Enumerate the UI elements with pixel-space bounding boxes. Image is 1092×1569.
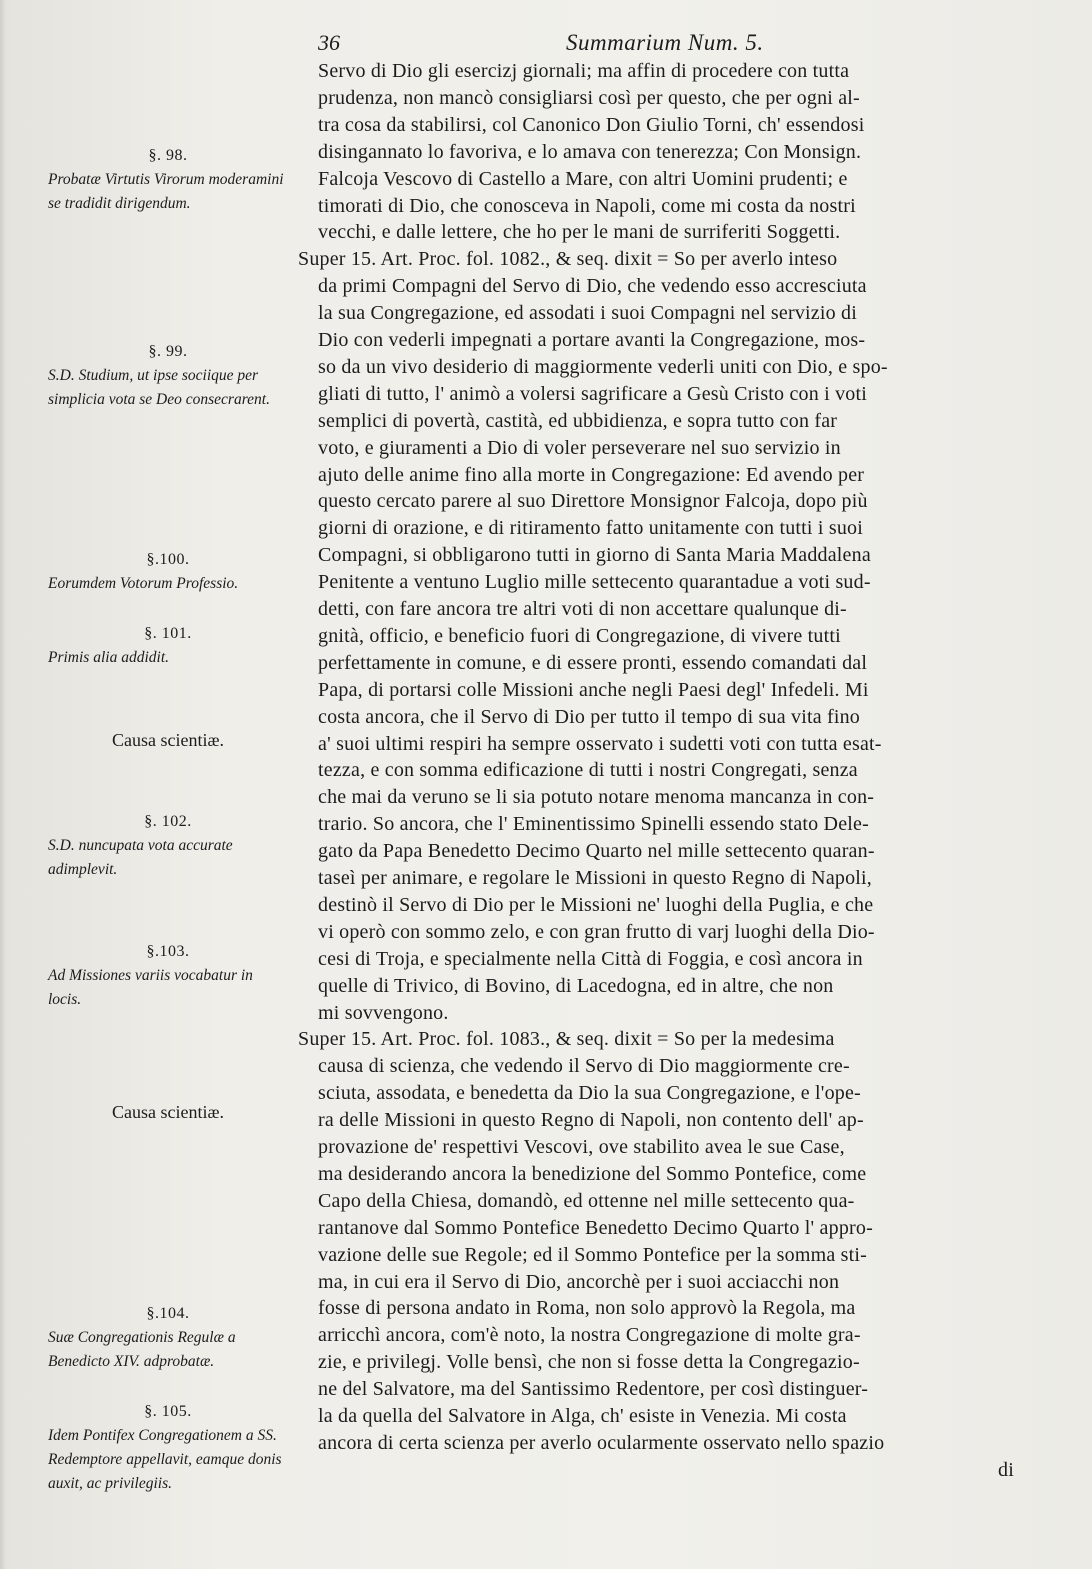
body-text-line: Dio con vederli impegnati a portare avanti la Congregazione, mos- bbox=[318, 329, 866, 351]
margin-note-text: Suæ Congregationis Regulæ a Benedicto XIV. adprobatæ. bbox=[48, 1329, 236, 1370]
body-text-line: rantanove dal Sommo Pontefice Benedetto Decimo Quarto l' appro- bbox=[318, 1217, 873, 1239]
margin-note-text: S.D. nuncupata vota accurate adimplevit. bbox=[48, 837, 233, 878]
body-text-line: ma, in cui era il Servo di Dio, ancorchè per i suoi acciacchi non bbox=[318, 1271, 840, 1293]
body-text-line: Super 15. Art. Proc. fol. 1082., & seq. dixit = So per averlo inteso bbox=[298, 248, 838, 270]
margin-section-number: §.100. bbox=[146, 551, 190, 568]
margin-note-causa-scientiae bbox=[48, 1100, 288, 1124]
margin-note-102 bbox=[48, 810, 288, 882]
body-text-line: vazione delle sue Regole; ed il Sommo Pontefice per la somma sti- bbox=[318, 1244, 867, 1266]
body-text-line: causa di scienza, che vedendo il Servo di Dio maggiormente cre- bbox=[318, 1055, 850, 1077]
body-text-line: ancora di certa scienza per averlo ocularmente osservato nello spazio bbox=[318, 1432, 885, 1454]
margin-note-99 bbox=[48, 340, 288, 412]
body-text-line: Penitente a ventuno Luglio mille settecento quarantadue a voti sud- bbox=[318, 571, 871, 593]
margin-note-text: Causa scientiæ. bbox=[112, 1102, 224, 1122]
body-text-line: provazione de' respettivi Vescovi, ove stabilito avea le sue Case, bbox=[318, 1136, 845, 1158]
margin-note-causa-scientiae bbox=[48, 728, 288, 752]
margin-note-101 bbox=[48, 622, 288, 670]
body-text-line: disingannato lo favoriva, e lo amava con tenerezza; Con Monsign. bbox=[318, 141, 862, 163]
body-text-line: giorni di orazione, e di ritiramento fatto unitamente con tutti i suoi bbox=[318, 517, 863, 539]
body-text-line: gnità, officio, e beneficio fuori di Congregazione, di vivere tutti bbox=[318, 625, 841, 647]
body-text-line: Super 15. Art. Proc. fol. 1083., & seq. dixit = So per la medesima bbox=[298, 1028, 835, 1050]
running-head: Summarium Num. 5. bbox=[566, 30, 764, 55]
body-text-line: tra cosa da stabilirsi, col Canonico Don Giulio Torni, ch' essendosi bbox=[318, 114, 865, 136]
body-text-line: Falcoja Vescovo di Castello a Mare, con altri Uomini prudenti; e bbox=[318, 168, 848, 190]
body-text-line: Papa, di portarsi colle Missioni anche negli Paesi degl' Infedeli. Mi bbox=[318, 679, 869, 701]
body-text-line: da primi Compagni del Servo di Dio, che vedendo esso accresciuta bbox=[318, 275, 867, 297]
body-text-line: fosse di persona andato in Roma, non solo approvò la Regola, ma bbox=[318, 1297, 856, 1319]
body-text-line: timorati di Dio, che conosceva in Napoli, come mi costa da nostri bbox=[318, 195, 856, 217]
margin-note-text: Ad Missiones variis vocabatur in locis. bbox=[48, 967, 253, 1008]
body-text-line: arricchì ancora, com'è noto, la nostra Congregazione di molte gra- bbox=[318, 1324, 861, 1346]
page-spine-shadow bbox=[0, 0, 6, 1569]
margin-note-103 bbox=[48, 940, 288, 1012]
body-text-line: tezza, e con somma edificazione di tutti i nostri Congregati, senza bbox=[318, 759, 858, 781]
body-text-line: voto, e giuramenti a Dio di voler perseverare nel suo servizio in bbox=[318, 437, 841, 459]
body-text-line: cesi di Troja, e specialmente nella Città di Foggia, e così ancora in bbox=[318, 948, 863, 970]
page-header bbox=[318, 30, 1058, 60]
margin-note-text: Idem Pontifex Congregationem a SS. Redemptore appellavit, eamque donis auxit, ac privilegiis. bbox=[48, 1427, 282, 1492]
margin-section-number: §.103. bbox=[146, 943, 190, 960]
body-text-line: taseì per animare, e regolare le Missioni in questo Regno di Napoli, bbox=[318, 867, 873, 889]
body-text-line: ne del Salvatore, ma del Santissimo Redentore, per così distinguer- bbox=[318, 1378, 869, 1400]
body-text-line: zie, e privilegj. Volle bensì, che non si fosse detta la Congregazio- bbox=[318, 1351, 860, 1373]
margin-note-98 bbox=[48, 144, 288, 216]
body-text-line: ra delle Missioni in questo Regno di Napoli, non contento dell' ap- bbox=[318, 1109, 864, 1131]
body-text-line: a' suoi ultimi respiri ha sempre osservato i sudetti voti con tutta esat- bbox=[318, 733, 882, 755]
margin-section-number: §.104. bbox=[146, 1305, 190, 1322]
body-text-line: vecchi, e dalle lettere, che ho per le mani de surriferiti Soggetti. bbox=[318, 221, 841, 243]
body-text-line: Capo della Chiesa, domandò, ed ottenne nel mille settecento qua- bbox=[318, 1190, 855, 1212]
body-text-line: la sua Congregazione, ed assodati i suoi Compagni nel servizio di bbox=[318, 302, 857, 324]
body-text-line: sciuta, assodata, e benedetta da Dio la sua Congregazione, e l'ope- bbox=[318, 1082, 861, 1104]
margin-section-number: §. 105. bbox=[144, 1403, 192, 1420]
body-text-line: perfettamente in comune, e di essere pronti, essendo comandati dal bbox=[318, 652, 868, 674]
body-text-line: semplici di povertà, castità, ed ubbidienza, e sopra tutto con far bbox=[318, 410, 838, 432]
margin-note-text: Primis alia addidit. bbox=[48, 649, 169, 666]
body-text-line: gato da Papa Benedetto Decimo Quarto nel mille settecento quaran- bbox=[318, 840, 875, 862]
body-text-line: Servo di Dio gli esercizj giornali; ma affin di procedere con tutta bbox=[318, 60, 850, 82]
body-text-line: vi operò con sommo zelo, e con gran frutto di varj luoghi della Dio- bbox=[318, 921, 875, 943]
body-text-line: prudenza, non mancò consigliarsi così per questo, che per ogni al- bbox=[318, 87, 860, 109]
margin-section-number: §. 101. bbox=[144, 625, 192, 642]
body-text-line: so da un vivo desiderio di maggiormente vederli uniti con Dio, e spo- bbox=[318, 356, 888, 378]
body-text-line: che mai da veruno se li sia potuto notare menoma mancanza in con- bbox=[318, 786, 875, 808]
margin-note-100 bbox=[48, 548, 288, 596]
margin-note-text: Probatæ Virtutis Virorum moderamini se tradidit dirigendum. bbox=[48, 171, 284, 212]
body-text-line: Compagni, si obbligarono tutti in giorno di Santa Maria Maddalena bbox=[318, 544, 871, 566]
body-text-line: quelle di Trivico, di Bovino, di Lacedogna, ed in altre, che non bbox=[318, 975, 834, 997]
body-text-line: mi sovvengono. bbox=[318, 1002, 449, 1024]
margin-note-text: S.D. Studium, ut ipse sociique per simplicia vota se Deo consecrarent. bbox=[48, 367, 270, 408]
body-text-line: la da quella del Salvatore in Alga, ch' esiste in Venezia. Mi costa bbox=[318, 1405, 847, 1427]
page-number: 36 bbox=[318, 30, 340, 55]
body-text-line: ajuto delle anime fino alla morte in Congregazione: Ed avendo per bbox=[318, 464, 865, 486]
body-text-line: di bbox=[998, 1459, 1014, 1481]
margin-section-number: §. 99. bbox=[148, 343, 188, 360]
body-text-line: detti, con fare ancora tre altri voti di non accettare qualunque di- bbox=[318, 598, 847, 620]
margin-section-number: §. 98. bbox=[148, 147, 188, 164]
margin-note-text: Eorumdem Votorum Professio. bbox=[48, 575, 239, 592]
body-text-line: questo cercato parere al suo Direttore Monsignor Falcoja, dopo più bbox=[318, 490, 868, 512]
margin-note-105 bbox=[48, 1400, 288, 1496]
margin-section-number: §. 102. bbox=[144, 813, 192, 830]
body-text-line: ma desiderando ancora la benedizione del Sommo Pontefice, come bbox=[318, 1163, 867, 1185]
margin-note-104 bbox=[48, 1302, 288, 1374]
body-text-line: costa ancora, che il Servo di Dio per tutto il tempo di sua vita fino bbox=[318, 706, 861, 728]
body-text-line: gliati di tutto, l' animò a volersi sagrificare a Gesù Cristo con i voti bbox=[318, 383, 867, 405]
body-text-line: destinò il Servo di Dio per le Missioni ne' luoghi della Puglia, e che bbox=[318, 894, 874, 916]
body-text-line: trario. So ancora, che l' Eminentissimo Spinelli essendo stato Dele- bbox=[318, 813, 869, 835]
margin-note-text: Causa scientiæ. bbox=[112, 730, 224, 750]
